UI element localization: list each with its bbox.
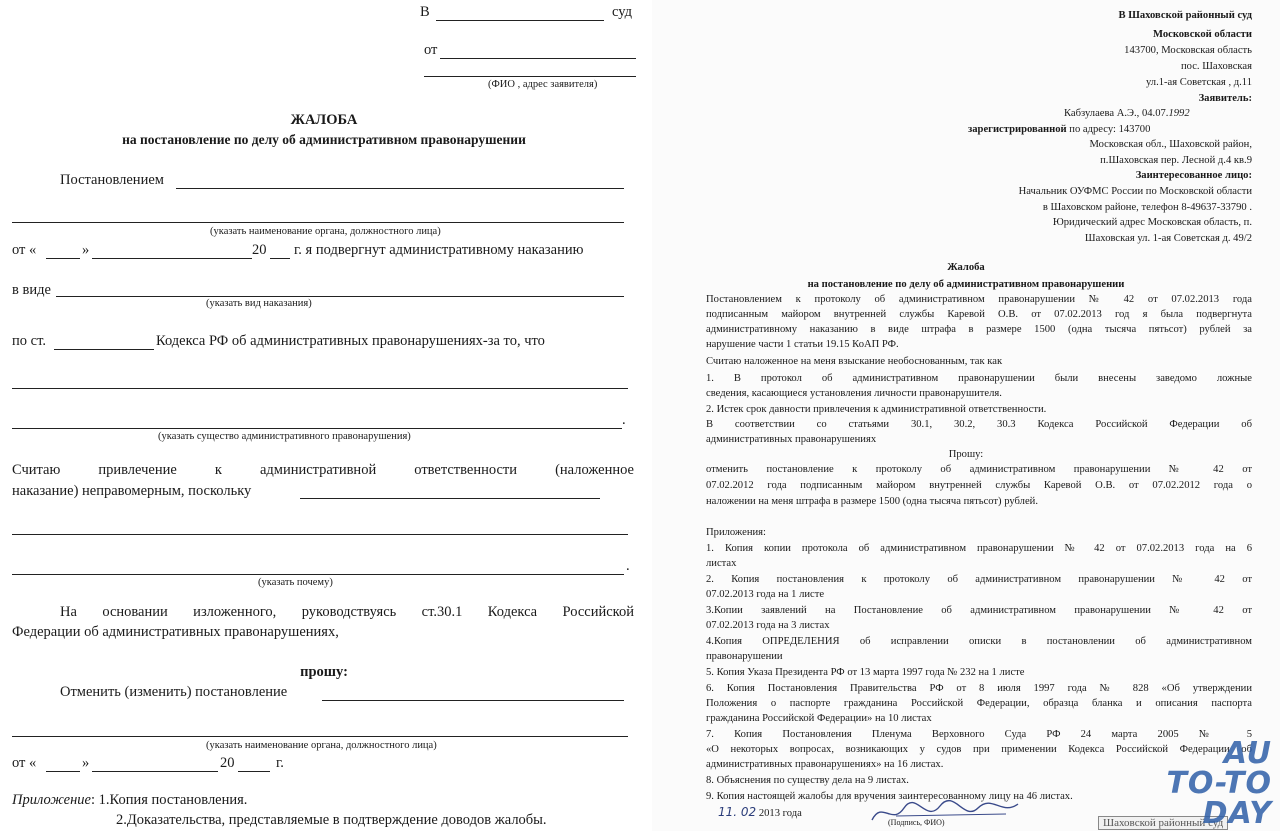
- punishment-text: г. я подвергнут административному наказанию: [294, 242, 584, 258]
- kind-caption: (указать вид наказания): [206, 298, 312, 309]
- date-month-line: [92, 258, 252, 259]
- date-year-line: [270, 258, 290, 259]
- applicant-birth-year: 1992: [1168, 108, 1190, 119]
- printed-date: 2013 года: [756, 808, 802, 819]
- applicant-prefix: от: [424, 42, 438, 58]
- watermark-line-2: TO-TO: [1166, 766, 1272, 801]
- reason-caption: (указать почему): [258, 577, 333, 588]
- kind-prefix: в виде: [12, 282, 51, 298]
- body-line: сведения, касающиеся установления личности правонарушителя.: [706, 388, 1002, 399]
- reason-line-3: [12, 574, 624, 575]
- reason-period: .: [626, 558, 630, 574]
- reason-line-2: [12, 534, 628, 535]
- interested-line-2: в Шаховском районе, телефон 8-49637-33790 .: [1042, 202, 1252, 213]
- attachment-line: 8. Объяснения по существу дела на 9 листах.: [706, 775, 909, 786]
- applicant-label: Заявитель:: [1198, 93, 1252, 104]
- court-name: В Шаховской районный суд: [1118, 10, 1252, 21]
- attachment-line: административных правонарушениях» на 16 листах.: [706, 759, 944, 770]
- resolution-line: [176, 188, 624, 189]
- right-subtitle: на постановление по делу об административном правонарушении: [807, 279, 1125, 290]
- attachment-1: : 1.Копия постановления.: [90, 792, 248, 808]
- attachment-line: листах: [706, 558, 737, 569]
- body-line: административному наказанию в виде штрафа в размере 1500 (одна тысяча пятьсот) рублей за: [706, 324, 1252, 335]
- organ-caption: (указать наименование органа, должностного лица): [210, 226, 441, 237]
- kind-line: [56, 296, 624, 297]
- body-line: административных правонарушениях: [706, 434, 877, 445]
- interested-label: Заинтересованное лицо:: [1135, 170, 1252, 181]
- date-close: »: [82, 242, 90, 258]
- court-prefix: В: [420, 4, 430, 20]
- applicant-line-1: [440, 58, 636, 59]
- cancel-prefix: Отменить (изменить) постановление: [60, 684, 288, 700]
- body-line: 2. Истек срок давности привлечения к административной ответственности.: [706, 404, 1047, 415]
- watermark-line-1: AU: [1223, 736, 1272, 771]
- court-address-2: пос. Шаховская: [1180, 61, 1252, 72]
- applicant-name-line: [1064, 108, 1190, 119]
- organ-line: [12, 222, 624, 223]
- attachment-line: 07.02.2013 года на 3 листах: [706, 620, 830, 631]
- attachment-line: 3.Копии заявлений на Постановление об административном правонарушении № 42 от: [706, 605, 1252, 616]
- registered-label: зарегистрированной: [968, 124, 1067, 135]
- complaint-filled-example: [652, 0, 1280, 831]
- article-text: Кодекса РФ об административных правонарушениях-за то, что: [156, 333, 545, 349]
- complaint-title: ЖАЛОБА: [290, 112, 358, 128]
- reg-address-1: Московская обл., Шаховской район,: [1089, 139, 1252, 150]
- request-line: наложении на меня штрафа в размере 1500 (одна тысяча пятьсот) рублей.: [706, 496, 1038, 507]
- date-year: 20: [252, 242, 267, 258]
- attachment-2: 2.Доказательства, представляемые в подтверждение доводов жалобы.: [116, 812, 547, 828]
- signature-date: [718, 805, 802, 819]
- court-address-1: 143700, Московская область: [1124, 45, 1252, 56]
- watermark-line-3: DAY: [1202, 796, 1272, 831]
- date-day-line: [46, 258, 80, 259]
- essence-period: .: [622, 412, 626, 428]
- body-line: В соответствии со статьями 30.1, 30.2, 30.3 Кодекса Российской Федерации об: [706, 419, 1252, 430]
- interested-line-1: Начальник ОУФМС России по Московской области: [1018, 186, 1252, 197]
- site-watermark: [1166, 736, 1272, 831]
- date2-from: от «: [12, 755, 37, 771]
- request-line: 07.02.2012 года подписанным майором внутренней службы Каревой О.В. от 07.02.2012 года о: [706, 480, 1252, 491]
- body-line: Считаю наложенное на меня взыскание необоснованным, так как: [706, 356, 1003, 367]
- essence-caption: (указать существо административного правонарушения): [158, 431, 411, 442]
- attachment-line: 1. Копия копии протокола об административном правонарушении № 42 от 07.02.2013 года на 6: [706, 543, 1252, 554]
- date2-month-line: [92, 771, 218, 772]
- attachment-line: правонарушении: [706, 651, 783, 662]
- attachment-line: «О некоторых вопросах, возникающих у судов при применении Кодекса Российской Федерации об: [706, 744, 1252, 755]
- attachment-line: 6. Копия Постановления Правительства РФ от 8 июля 1997 года № 828 «Об утверждении: [706, 683, 1252, 694]
- attachment-line: 9. Копия настоящей жалобы для вручения заинтересованному лицу на 46 листах.: [706, 791, 1073, 802]
- article-line: [54, 349, 154, 350]
- article-prefix: по ст.: [12, 333, 46, 349]
- request-line: отменить постановление к протоколу об административном правонарушении № 42 от: [706, 464, 1252, 475]
- cancel-line: [322, 700, 624, 701]
- organ2-caption: (указать наименование органа, должностного лица): [206, 740, 437, 751]
- attachments-label: Приложение: [12, 792, 91, 808]
- court-stamp: Шаховской районный суд: [1098, 816, 1228, 830]
- attachment-line: Положения о паспорте гражданина Российской Федерации, образца бланка и описания паспорта: [706, 698, 1252, 709]
- essence-line-1: [12, 388, 628, 389]
- court-address-3: ул.1-ая Советская , д.11: [1145, 77, 1252, 88]
- attachment-line: 4.Копия ОПРЕДЕЛЕНИЯ об исправлении описки в постановлении об административном: [706, 636, 1252, 647]
- consider-line-1: Считаю привлечение к административной ответственности (наложенное: [12, 462, 634, 478]
- handwritten-date: 11. 02: [718, 805, 757, 819]
- complaint-subtitle: на постановление по делу об административном правонарушении: [122, 132, 526, 147]
- date2-suffix: г.: [276, 755, 284, 771]
- attachment-line: 5. Копия Указа Президента РФ от 13 марта 1997 года № 232 на 1 листе: [706, 667, 1025, 678]
- request-heading: прошу:: [300, 664, 348, 680]
- reg-address-2: п.Шаховская пер. Лесной д.4 кв.9: [1100, 155, 1252, 166]
- date2-year: 20: [220, 755, 235, 771]
- applicant-caption: (ФИО , адрес заявителя): [488, 79, 598, 90]
- essence-line-2: [12, 428, 622, 429]
- signature-caption: (Подпись, ФИО): [888, 818, 945, 827]
- organ2-line: [12, 736, 628, 737]
- applicant-line-2: [424, 76, 636, 77]
- request-label: Прошу:: [948, 449, 984, 460]
- attachment-line: 2. Копия постановления к протоколу об административном правонарушении № 42 от: [706, 574, 1252, 585]
- basis-line-1: На основании изложенного, руководствуясь ст.30.1 Кодекса Российской: [60, 604, 634, 620]
- court-suffix: суд: [612, 4, 632, 20]
- body-line: подписанным майором внутренней службы Каревой О.В. от 07.02.2013 год я была подвергнута: [706, 309, 1252, 320]
- body-line: 1. В протокол об административном правонарушении были внесены заведомо ложные: [706, 373, 1252, 384]
- date2-year-line: [238, 771, 270, 772]
- registered-line: [968, 124, 1150, 135]
- interested-line-3: Юридический адрес Московская область, п.: [1052, 217, 1252, 228]
- date2-close: »: [82, 755, 90, 771]
- registered-text: по адресу: 143700: [1066, 124, 1151, 135]
- attachments-line-1: [12, 792, 247, 809]
- attachment-line: 7. Копия Постановления Пленума Верховного Суда РФ 24 марта 2005 № 5: [706, 729, 1252, 740]
- date2-day-line: [46, 771, 80, 772]
- body-line: Постановлением к протоколу об административном правонарушении № 42 от 07.02.2013 года: [706, 294, 1252, 305]
- applicant-name: Кабзулаева А.Э., 04.07.: [1064, 108, 1169, 119]
- attachment-line: гражданина Российской Федерации» на 10 листах: [706, 713, 932, 724]
- body-line: нарушение части 1 статьи 19.15 КоАП РФ.: [706, 339, 899, 350]
- resolution-prefix: Постановлением: [60, 172, 164, 188]
- interested-line-4: Шаховская ул. 1-ая Советская д. 49/2: [1084, 233, 1252, 244]
- court-name-line: [436, 20, 604, 21]
- attachment-line: 07.02.2013 года на 1 листе: [706, 589, 825, 600]
- court-region: Московской области: [1152, 29, 1252, 40]
- basis-line-2: Федерации об административных правонарушениях,: [12, 624, 339, 640]
- reason-line-1: [300, 498, 600, 499]
- attachments-label: Приложения:: [706, 527, 766, 538]
- right-title: Жалоба: [947, 262, 985, 273]
- date-from: от «: [12, 242, 37, 258]
- consider-line-2: наказание) неправомерным, поскольку: [12, 483, 252, 499]
